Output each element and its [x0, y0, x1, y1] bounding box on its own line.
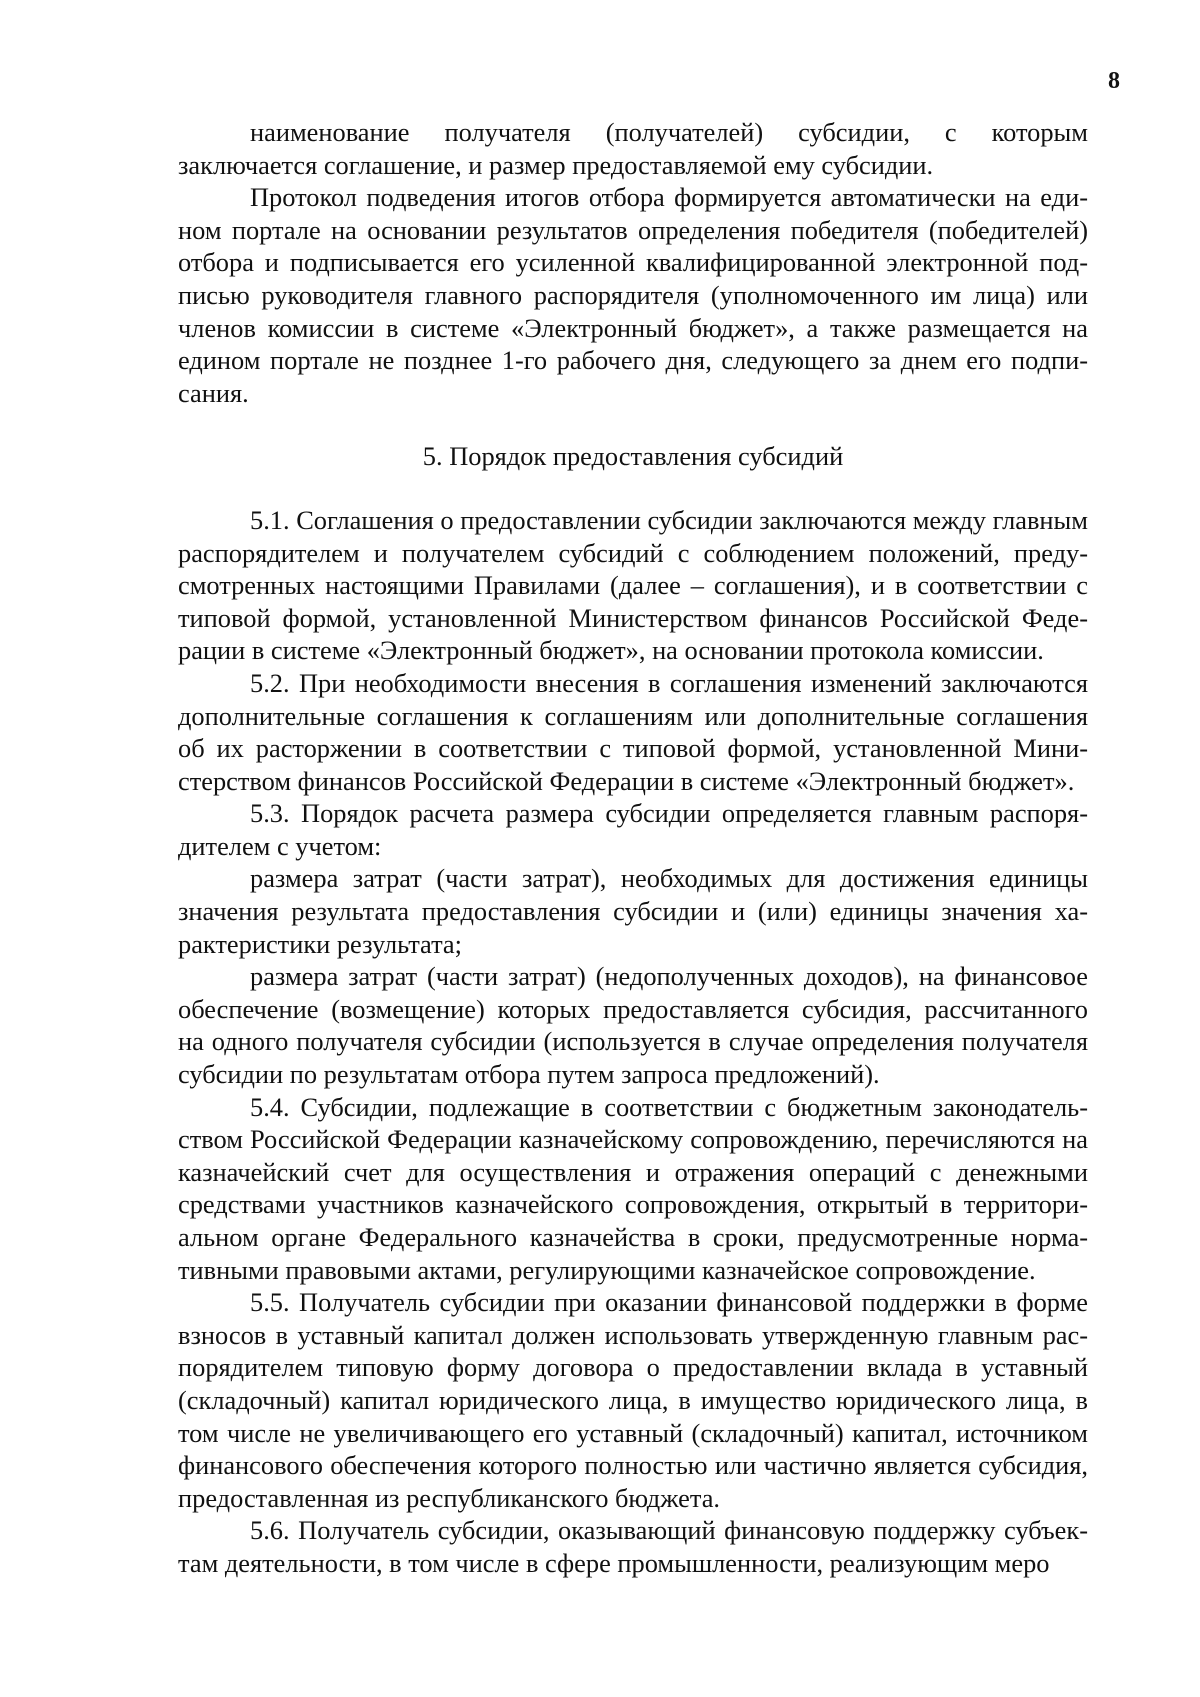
- paragraph-5-1: 5.1. Соглашения о предоставлении субсидии заключаются между главным распорядителем и получателем субсидий с соблюдением положений, предусмотренных настоящими Правилами (далее – соглашения), и в соответствии с типовой формой, установленной Министерством финансов Российской Федерации в системе «Электронный бюджет», на основании протокола комиссии.: [178, 504, 1088, 666]
- paragraph-5-4: 5.4. Субсидии, подлежащие в соответствии с бюджетным законодательством Российской Федерации казначейскому сопровождению, перечисляются на казначейский счет для осуществления и отражения операций с денежными средствами участников казначейского сопровождения, открытый в территориальном органе Федерального казначейства в сроки, предусмотренные нормативными правовыми актами, регулирующими казначейское сопровождение.: [178, 1091, 1088, 1285]
- paragraph-5-3-item-2: размера затрат (части затрат) (недополученных доходов), на финансовое обеспечение (возмещение) которых предоставляется субсидия, рассчитанного на одного получателя субсидии (используется в случае определения получателя субсидии по результатам отбора путем запроса предложений).: [178, 961, 1088, 1090]
- paragraph-5-5: 5.5. Получатель субсидии при оказании финансовой поддержки в форме взносов в уставный капитал должен использовать утвержденную главным распорядителем типовую форму договора о предоставлении вклада в уставный (складочный) капитал юридического лица, в имущество юридического лица, в том числе не увеличивающего его уставный (складочный) капитал, источником финансового обеспечения которого полностью или частично является субсидия, предоставленная из республиканского бюджета.: [178, 1287, 1088, 1513]
- paragraph-protocol: Протокол подведения итогов отбора формируется автоматически на едином портале на основании результатов определения победителя (победителей) отбора и подписывается его усиленной квалифицированной электронной подписью руководителя главного распорядителя (уполномоченного им лица) или членов комиссии в системе «Электронный бюджет», а также размещается на едином портале не позднее 1-го рабочего дня, следующего за днем его подписания.: [178, 182, 1088, 408]
- paragraph-continuation: наименование получателя (получателей) субсидии, с которым заключается соглашение, и размер предоставляемой ему субсидии.: [178, 117, 1088, 180]
- paragraph-5-6: 5.6. Получатель субсидии, оказывающий финансовую поддержку субъектам деятельности, в том числе в сфере промышленности, реализующим меро: [178, 1515, 1088, 1578]
- document-body: [178, 116, 1088, 1580]
- paragraph-5-3-item-1: размера затрат (части затрат), необходимых для достижения единицы значения результата предоставления субсидии и (или) единицы значения характеристики результата;: [178, 863, 1088, 959]
- paragraph-5-3: 5.3. Порядок расчета размера субсидии определяется главным распорядителем с учетом:: [178, 798, 1088, 861]
- page-number: 8: [1108, 68, 1120, 94]
- section-title: 5. Порядок предоставления субсидий: [422, 441, 844, 472]
- paragraph-5-2: 5.2. При необходимости внесения в соглашения изменений заключаются дополнительные соглашения к соглашениям или дополнительные соглашения об их расторжении в соответствии с типовой формой, установленной Министерством финансов Российской Федерации в системе «Электронный бюджет».: [178, 667, 1088, 796]
